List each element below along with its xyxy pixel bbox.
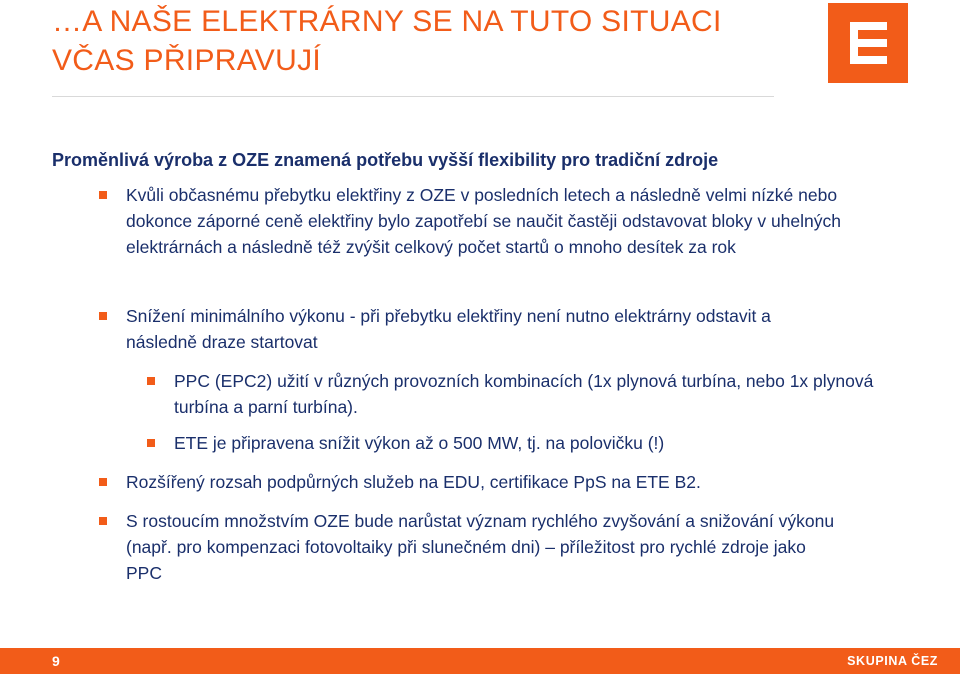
footer-bar bbox=[0, 648, 960, 674]
slide-title-line-1: …A NAŠE ELEKTRÁRNY SE NA TUTO SITUACI bbox=[52, 5, 722, 38]
bullet-text: Kvůli občasnému přebytku elektřiny z OZE v posledních letech a následně velmi nízké nebo dokonce záporné ceně elektřiny bylo zapotřebí se naučit častěji odstavovat bloky v uhelných elektrárnách a následně též zvýšit celkový počet startů o mnoho desítek za rok bbox=[126, 185, 842, 257]
bullet-item bbox=[126, 182, 846, 260]
bullet-item bbox=[126, 469, 896, 495]
sub-bullet-item bbox=[174, 430, 914, 456]
bullet-item bbox=[126, 508, 836, 586]
square-bullet-icon bbox=[147, 377, 155, 385]
bullet-item bbox=[126, 303, 846, 355]
square-bullet-icon bbox=[99, 191, 107, 199]
title-divider bbox=[52, 96, 774, 97]
cez-logo-icon bbox=[828, 3, 908, 83]
slide-title-line-2: VČAS PŘIPRAVUJÍ bbox=[52, 44, 322, 77]
slide-heading: Proměnlivá výroba z OZE znamená potřebu vyšší flexibility pro tradiční zdroje bbox=[52, 150, 719, 170]
page-number: 9 bbox=[52, 653, 60, 669]
sub-bullet-item bbox=[174, 368, 914, 420]
square-bullet-icon bbox=[99, 517, 107, 525]
bullet-text: ETE je připravena snížit výkon až o 500 MW, tj. na polovičku (!) bbox=[174, 433, 665, 453]
brand-label: SKUPINA ČEZ bbox=[847, 654, 938, 668]
bullet-text: PPC (EPC2) užití v různých provozních kombinacích (1x plynová turbína, nebo 1x plynová turbína a parní turbína). bbox=[174, 371, 874, 417]
square-bullet-icon bbox=[147, 439, 155, 447]
bullet-text: Snížení minimálního výkonu - při přebytku elektřiny není nutno elektrárny odstavit a následně draze startovat bbox=[126, 306, 771, 352]
bullet-text: Rozšířený rozsah podpůrných služeb na EDU, certifikace PpS na ETE B2. bbox=[126, 472, 701, 492]
square-bullet-icon bbox=[99, 478, 107, 486]
slide-title bbox=[52, 2, 792, 80]
square-bullet-icon bbox=[99, 312, 107, 320]
bullet-text: S rostoucím množstvím OZE bude narůstat význam rychlého zvyšování a snižování výkonu (např. pro kompenzaci fotovoltaiky při slunečném dni) – příležitost pro rychlé zdroje jako PPC bbox=[126, 511, 835, 583]
